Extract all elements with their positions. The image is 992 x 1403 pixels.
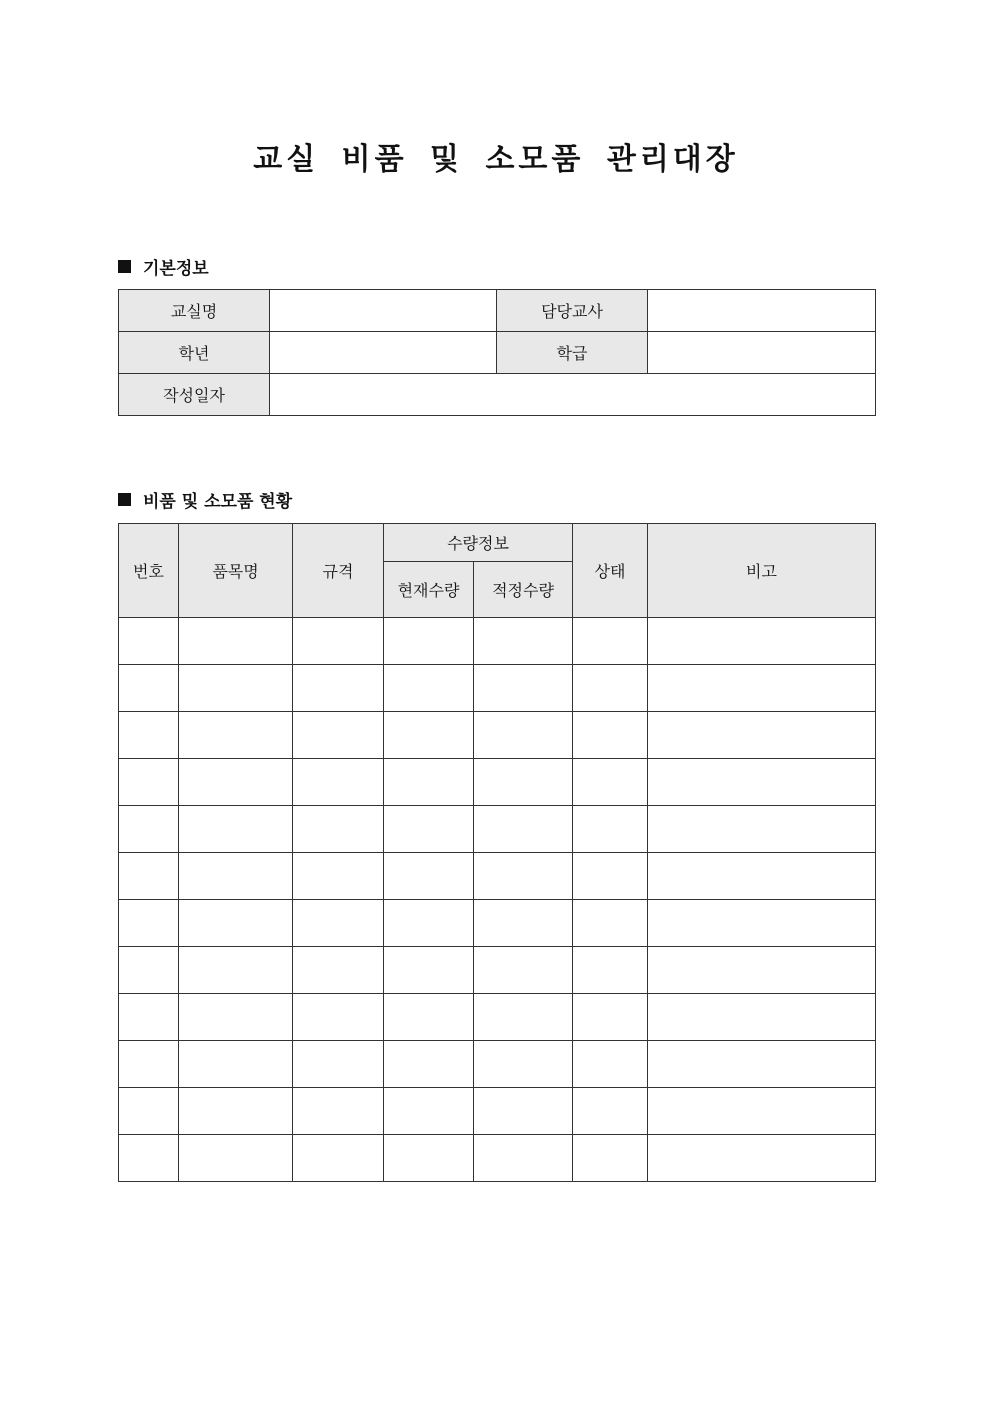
quantity-group-header: 수량정보 <box>384 524 573 562</box>
inventory-heading <box>118 487 292 512</box>
item-name-cell[interactable] <box>179 759 293 806</box>
proper-qty-cell[interactable] <box>474 853 573 900</box>
spec-cell[interactable] <box>293 618 384 665</box>
remarks-cell[interactable] <box>648 947 876 994</box>
basic-info-table <box>118 289 876 416</box>
teacher-value[interactable] <box>648 290 876 332</box>
teacher-label: 담당교사 <box>497 290 648 332</box>
number-cell[interactable] <box>119 1088 179 1135</box>
number-cell[interactable] <box>119 712 179 759</box>
table-row <box>119 994 876 1041</box>
table-row <box>119 806 876 853</box>
table-row <box>119 853 876 900</box>
remarks-cell[interactable] <box>648 712 876 759</box>
proper-qty-cell[interactable] <box>474 1135 573 1182</box>
spec-cell[interactable] <box>293 1135 384 1182</box>
item-name-cell[interactable] <box>179 994 293 1041</box>
status-cell[interactable] <box>573 665 648 712</box>
class-label: 학급 <box>497 332 648 374</box>
table-row <box>119 1088 876 1135</box>
number-cell[interactable] <box>119 1041 179 1088</box>
number-cell[interactable] <box>119 853 179 900</box>
item-name-cell[interactable] <box>179 1041 293 1088</box>
current-qty-cell[interactable] <box>384 1041 474 1088</box>
status-header: 상태 <box>573 524 648 618</box>
proper-qty-cell[interactable] <box>474 665 573 712</box>
item-name-cell[interactable] <box>179 712 293 759</box>
classroom-value[interactable] <box>270 290 497 332</box>
status-cell[interactable] <box>573 1135 648 1182</box>
inventory-table <box>118 523 876 1182</box>
status-cell[interactable] <box>573 1088 648 1135</box>
status-cell[interactable] <box>573 1041 648 1088</box>
remarks-header: 비고 <box>648 524 876 618</box>
status-cell[interactable] <box>573 618 648 665</box>
status-cell[interactable] <box>573 947 648 994</box>
table-row <box>119 1135 876 1182</box>
basic-info-row <box>119 374 876 416</box>
status-cell[interactable] <box>573 806 648 853</box>
proper-qty-cell[interactable] <box>474 712 573 759</box>
inventory-body <box>119 618 876 1182</box>
proper-qty-cell[interactable] <box>474 806 573 853</box>
remarks-cell[interactable] <box>648 618 876 665</box>
table-row <box>119 665 876 712</box>
item-name-cell[interactable] <box>179 806 293 853</box>
table-row <box>119 1041 876 1088</box>
spec-cell[interactable] <box>293 994 384 1041</box>
status-cell[interactable] <box>573 994 648 1041</box>
spec-cell[interactable] <box>293 806 384 853</box>
remarks-cell[interactable] <box>648 806 876 853</box>
proper-qty-cell[interactable] <box>474 1088 573 1135</box>
item-name-cell[interactable] <box>179 618 293 665</box>
status-cell[interactable] <box>573 853 648 900</box>
item-name-cell[interactable] <box>179 665 293 712</box>
item-name-header: 품목명 <box>179 524 293 618</box>
black-square-icon <box>118 260 131 273</box>
number-cell[interactable] <box>119 947 179 994</box>
current-qty-cell[interactable] <box>384 759 474 806</box>
status-cell[interactable] <box>573 759 648 806</box>
current-qty-cell[interactable] <box>384 1135 474 1182</box>
number-cell[interactable] <box>119 1135 179 1182</box>
current-qty-cell[interactable] <box>384 1088 474 1135</box>
number-cell[interactable] <box>119 806 179 853</box>
spec-cell[interactable] <box>293 853 384 900</box>
basic-info-row <box>119 290 876 332</box>
remarks-cell[interactable] <box>648 994 876 1041</box>
proper-qty-cell[interactable] <box>474 759 573 806</box>
spec-cell[interactable] <box>293 947 384 994</box>
item-name-cell[interactable] <box>179 1088 293 1135</box>
spec-cell[interactable] <box>293 712 384 759</box>
current-qty-cell[interactable] <box>384 900 474 947</box>
current-qty-cell[interactable] <box>384 853 474 900</box>
proper-qty-cell[interactable] <box>474 618 573 665</box>
current-qty-cell[interactable] <box>384 994 474 1041</box>
remarks-cell[interactable] <box>648 1135 876 1182</box>
table-row <box>119 712 876 759</box>
spec-cell[interactable] <box>293 1088 384 1135</box>
current-qty-cell[interactable] <box>384 947 474 994</box>
item-name-cell[interactable] <box>179 900 293 947</box>
number-cell[interactable] <box>119 900 179 947</box>
status-cell[interactable] <box>573 712 648 759</box>
remarks-cell[interactable] <box>648 665 876 712</box>
current-qty-cell[interactable] <box>384 806 474 853</box>
remarks-cell[interactable] <box>648 1088 876 1135</box>
proper-qty-cell[interactable] <box>474 947 573 994</box>
item-name-cell[interactable] <box>179 1135 293 1182</box>
number-cell[interactable] <box>119 759 179 806</box>
current-qty-header: 현재수량 <box>384 562 474 618</box>
date-value[interactable] <box>270 374 876 416</box>
current-qty-cell[interactable] <box>384 665 474 712</box>
spec-header: 규격 <box>293 524 384 618</box>
table-row <box>119 759 876 806</box>
date-label: 작성일자 <box>119 374 270 416</box>
grade-label: 학년 <box>119 332 270 374</box>
class-value[interactable] <box>648 332 876 374</box>
current-qty-cell[interactable] <box>384 712 474 759</box>
document-title: 교실 비품 및 소모품 관리대장 <box>253 142 739 177</box>
classroom-label: 교실명 <box>119 290 270 332</box>
grade-value[interactable] <box>270 332 497 374</box>
table-row <box>119 618 876 665</box>
remarks-cell[interactable] <box>648 1041 876 1088</box>
item-name-cell[interactable] <box>179 947 293 994</box>
remarks-cell[interactable] <box>648 759 876 806</box>
status-cell[interactable] <box>573 900 648 947</box>
proper-qty-header: 적정수량 <box>474 562 573 618</box>
item-name-cell[interactable] <box>179 853 293 900</box>
proper-qty-cell[interactable] <box>474 1041 573 1088</box>
basic-info-heading <box>118 254 209 279</box>
remarks-cell[interactable] <box>648 853 876 900</box>
number-cell[interactable] <box>119 994 179 1041</box>
remarks-cell[interactable] <box>648 900 876 947</box>
black-square-icon <box>118 493 131 506</box>
proper-qty-cell[interactable] <box>474 994 573 1041</box>
proper-qty-cell[interactable] <box>474 900 573 947</box>
basic-info-heading-label: 기본정보 <box>143 259 209 279</box>
table-row <box>119 947 876 994</box>
inventory-heading-label: 비품 및 소모품 현황 <box>143 492 293 512</box>
spec-cell[interactable] <box>293 1041 384 1088</box>
header-row <box>119 524 876 562</box>
number-cell[interactable] <box>119 665 179 712</box>
number-cell[interactable] <box>119 618 179 665</box>
number-header: 번호 <box>119 524 179 618</box>
table-row <box>119 900 876 947</box>
basic-info-row <box>119 332 876 374</box>
spec-cell[interactable] <box>293 759 384 806</box>
spec-cell[interactable] <box>293 900 384 947</box>
current-qty-cell[interactable] <box>384 618 474 665</box>
spec-cell[interactable] <box>293 665 384 712</box>
